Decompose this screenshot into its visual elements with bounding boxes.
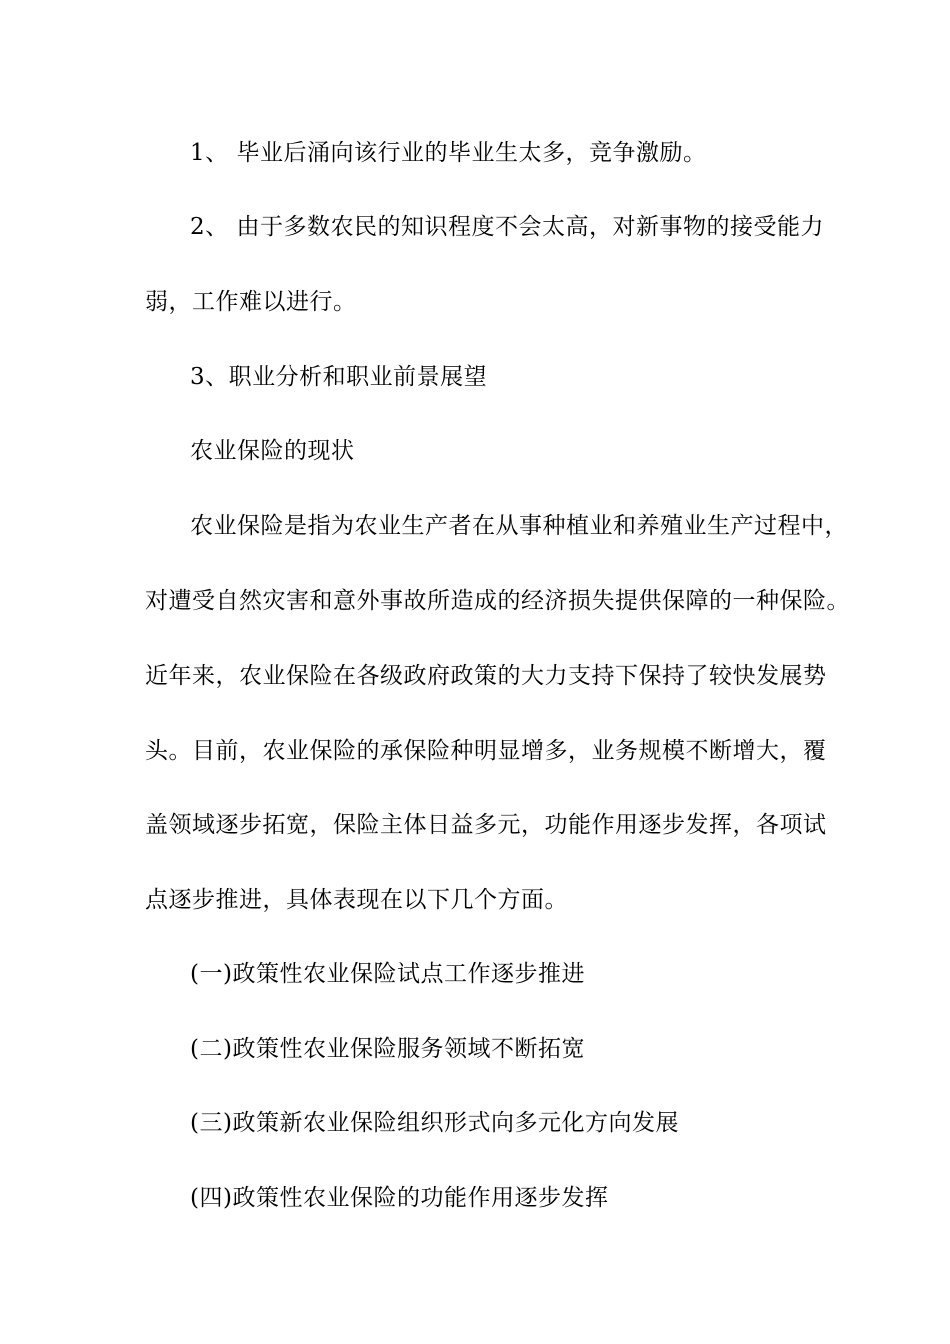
paragraph-line: 对遭受自然灾害和意外事故所造成的经济损失提供保障的一种保险。: [145, 588, 850, 614]
paragraph-line: 盖领域逐步拓宽，保险主体日益多元，功能作用逐步发挥，各项试: [145, 812, 827, 838]
list-item-2-continuation: 弱，工作难以进行。: [145, 289, 357, 315]
paragraph-line: 近年来，农业保险在各级政府政策的大力支持下保持了较快发展势: [145, 663, 827, 689]
subheading-insurance-status: 农业保险的现状: [190, 438, 355, 464]
numbered-point-2: (二)政策性农业保险服务领域不断拓宽: [190, 1036, 585, 1062]
paragraph-line: 头。目前，农业保险的承保险种明显增多，业务规模不断增大，覆: [145, 738, 827, 764]
numbered-point-3: (三)政策新农业保险组织形式向多元化方向发展: [190, 1110, 679, 1136]
list-item-2: 2、 由于多数农民的知识程度不会太高，对新事物的接受能力: [190, 214, 824, 240]
paragraph-line: 农业保险是指为农业生产者在从事种植业和养殖业生产过程中，: [190, 513, 848, 539]
numbered-point-1: (一)政策性农业保险试点工作逐步推进: [190, 961, 585, 987]
list-item-1: 1、 毕业后涌向该行业的毕业生太多，竞争激励。: [190, 140, 707, 166]
section-heading-career-outlook: 3、职业分析和职业前景展望: [190, 364, 488, 390]
numbered-point-4: (四)政策性农业保险的功能作用逐步发挥: [190, 1185, 609, 1211]
paragraph-line: 点逐步推进，具体表现在以下几个方面。: [145, 887, 568, 913]
